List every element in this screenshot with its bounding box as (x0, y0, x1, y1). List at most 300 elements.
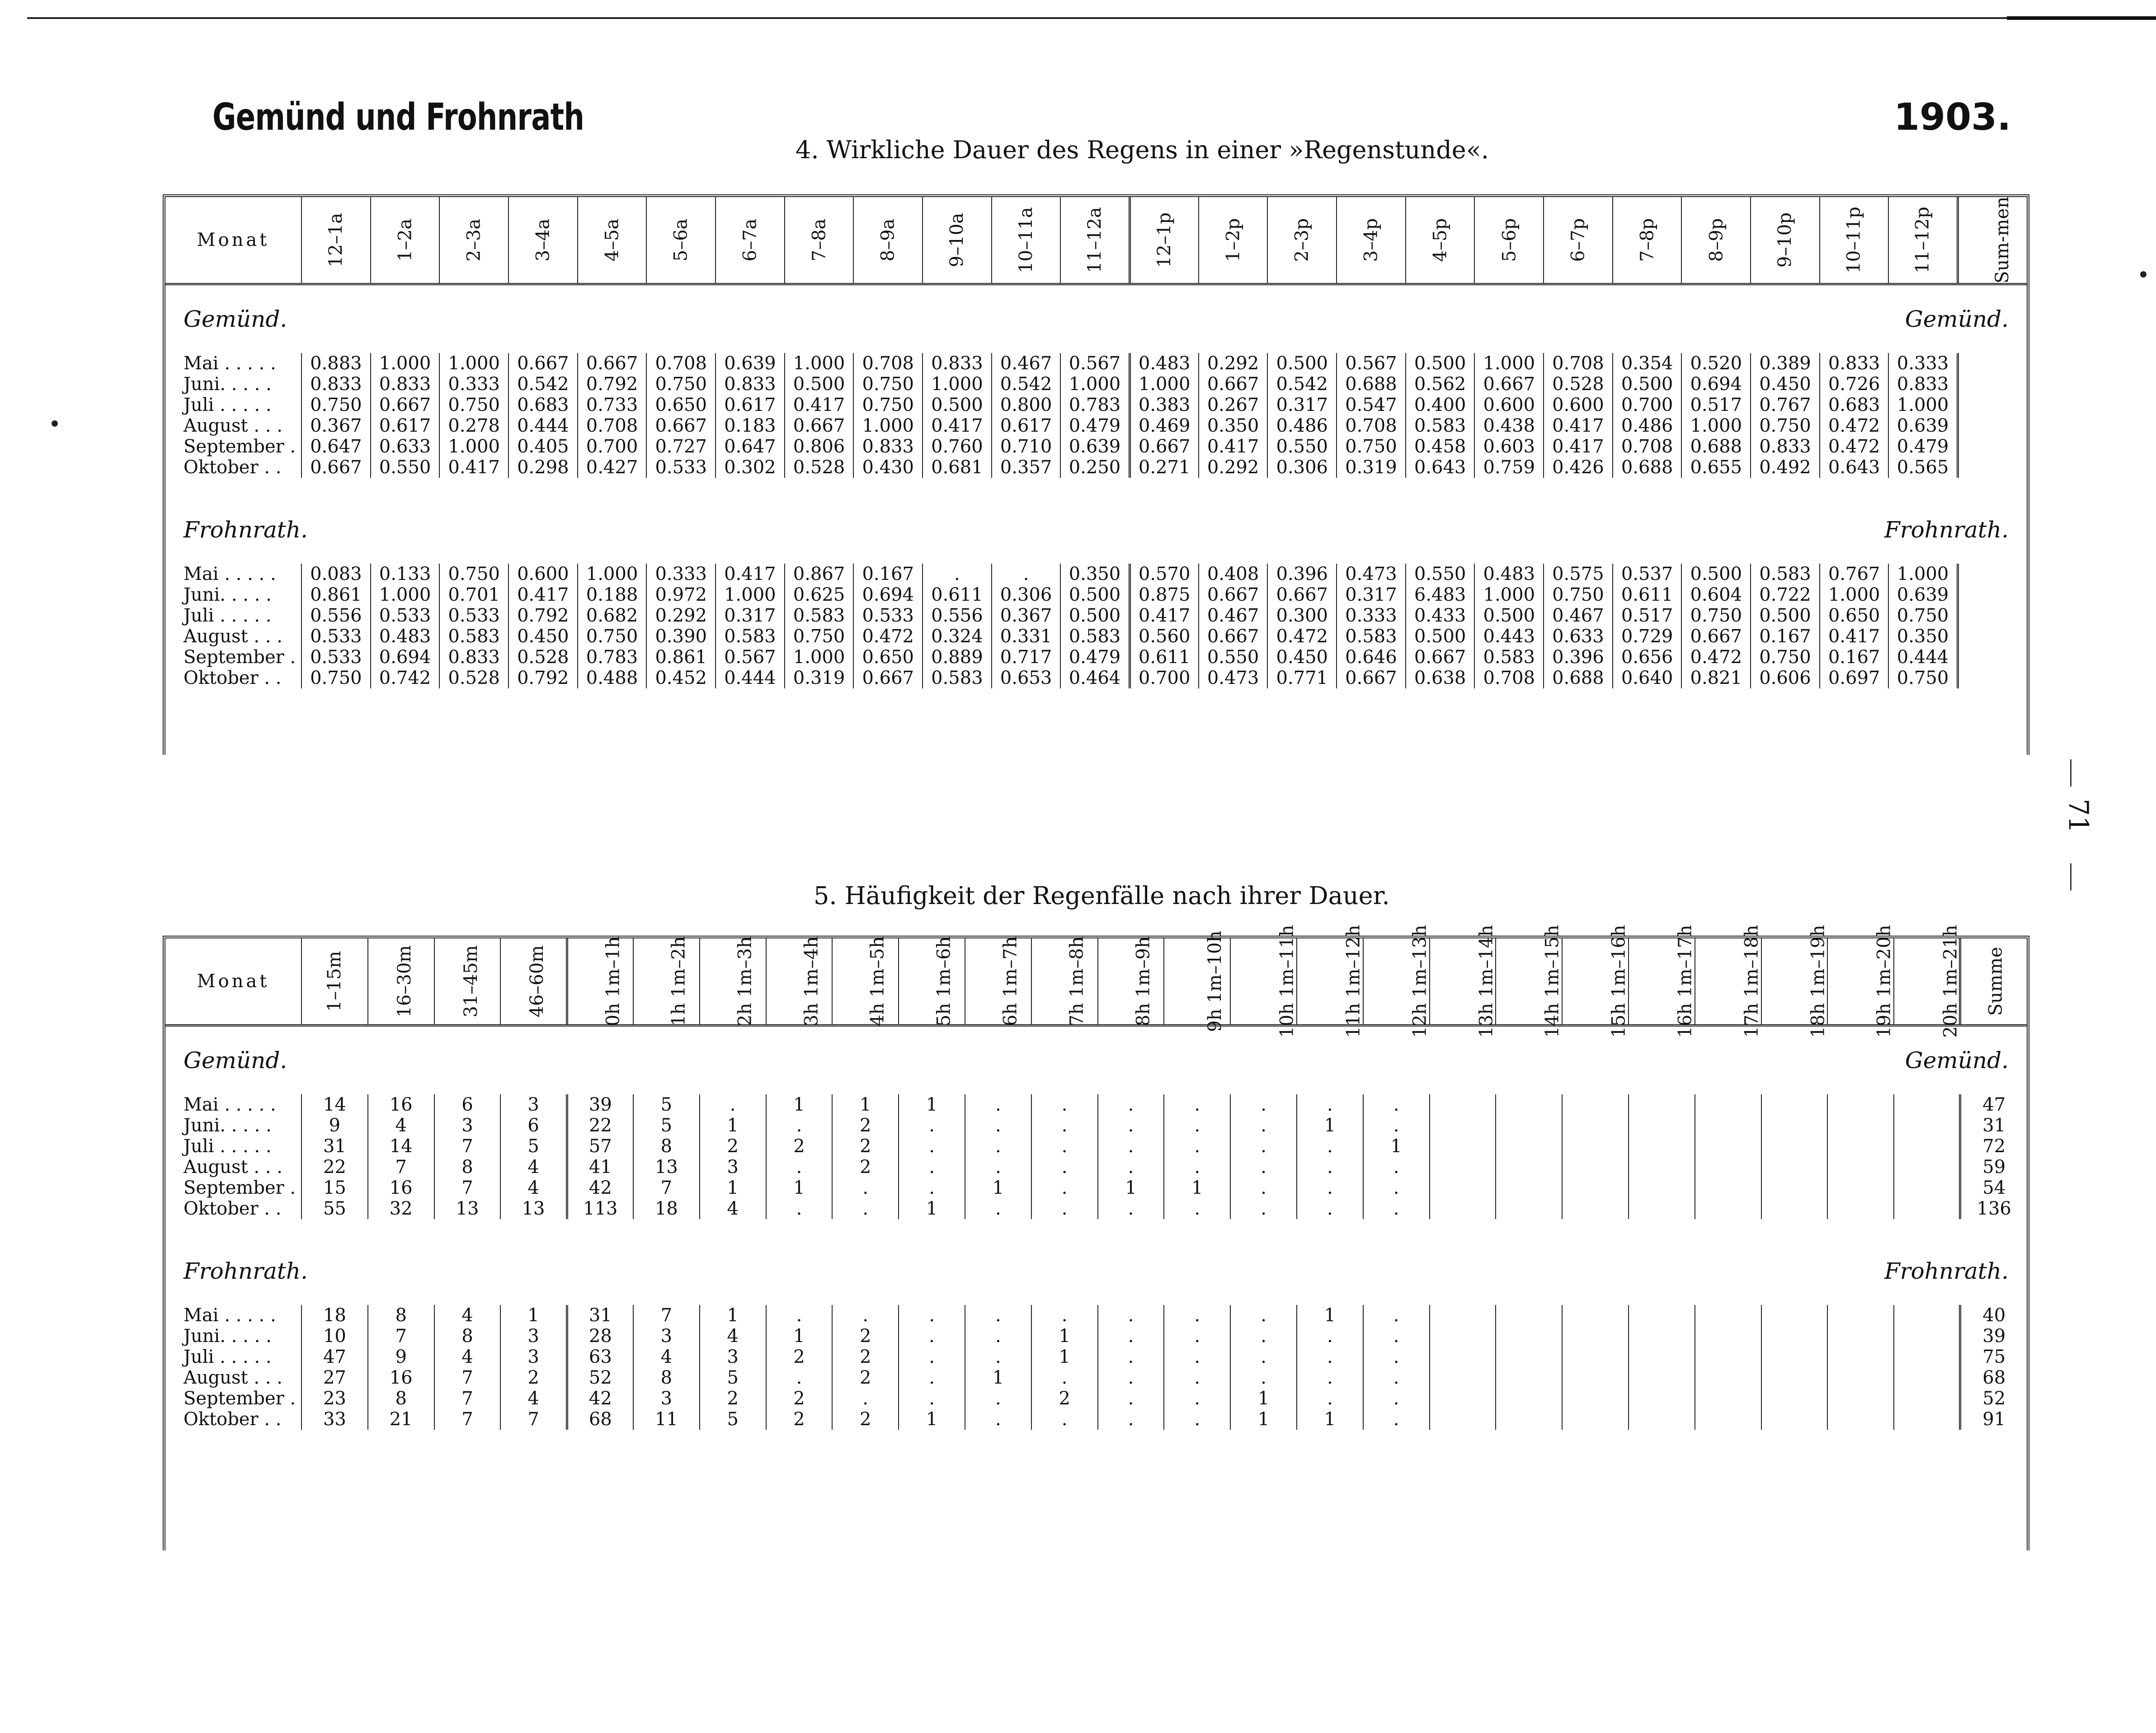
table-cell: 0.479 (1060, 647, 1130, 668)
table-cell: 0.426 (1544, 457, 1613, 478)
table-cell: 2 (1031, 1388, 1098, 1409)
table-cell: 0.550 (1406, 564, 1475, 584)
table-cell: 0.562 (1406, 374, 1475, 395)
table5 (165, 925, 2027, 1448)
table-cell (1695, 1305, 1761, 1326)
table-cell: 0.750 (646, 374, 716, 395)
table-cell: 0.472 (1267, 626, 1337, 647)
table-cell (1629, 1157, 1695, 1177)
table-cell: 57 (567, 1136, 633, 1157)
table-cell: 0.167 (1751, 626, 1820, 647)
table-cell: 13 (633, 1157, 700, 1177)
table-cell: 52 (1960, 1388, 2027, 1409)
table-cell: 3 (500, 1347, 567, 1367)
table-cell: 0.750 (1751, 415, 1820, 436)
table-cell (1562, 1388, 1629, 1409)
row-month: September . (184, 1177, 296, 1198)
table-cell: . (1031, 1367, 1098, 1388)
table-cell: 1 (1363, 1136, 1430, 1157)
table-cell: 0.438 (1474, 415, 1544, 436)
table-cell: . (1230, 1367, 1297, 1388)
table-cell: 0.617 (716, 395, 785, 415)
table-cell: 0.390 (646, 626, 716, 647)
table5-section-label-right: Gemünd. (1905, 1047, 2009, 1074)
table-cell: 0.500 (1474, 605, 1544, 626)
table-cell: 0.500 (785, 374, 854, 395)
table5-header-col (700, 938, 766, 1026)
table-cell: 0.875 (1130, 584, 1199, 605)
table-cell: 0.617 (371, 415, 440, 436)
table4-header-label: 11–12p (1912, 207, 1934, 273)
table-cell: 22 (301, 1157, 368, 1177)
table-cell: 0.292 (1199, 353, 1268, 374)
table-cell: 0.500 (1060, 584, 1130, 605)
table-cell: . (1031, 1115, 1098, 1136)
table-cell: 7 (434, 1409, 501, 1430)
table-cell: 0.298 (508, 457, 578, 478)
table-cell (1562, 1305, 1629, 1326)
table-cell: 5 (500, 1136, 567, 1157)
table-cell (1958, 584, 2027, 605)
table-cell: . (965, 1347, 1031, 1367)
table4-header-label: 2–3p (1291, 218, 1313, 262)
table-cell: 2 (766, 1347, 833, 1367)
table-cell: . (1363, 1157, 1430, 1177)
table-cell: 0.889 (923, 647, 992, 668)
table5-spacer-cell (165, 1219, 2027, 1237)
table5-header-col (1230, 925, 1298, 1038)
table-cell: 4 (434, 1305, 501, 1326)
table-cell: 0.565 (1888, 457, 1958, 478)
table-cell: 14 (368, 1136, 434, 1157)
table-cell: 0.792 (578, 374, 647, 395)
table-cell: . (1098, 1157, 1164, 1177)
table-cell (1827, 1094, 1894, 1115)
table-cell: 1 (700, 1177, 766, 1198)
table-cell: 0.250 (1060, 457, 1130, 478)
table-cell: . (832, 1388, 899, 1409)
table-cell (1430, 1094, 1496, 1115)
table5-header-label: 18h 1m–19h (1808, 925, 1829, 1038)
table-cell: 0.667 (853, 668, 923, 688)
table-row (165, 436, 2027, 457)
table-cell: 0.417 (1544, 415, 1613, 436)
table-cell: 0.750 (1751, 647, 1820, 668)
table-cell: . (1230, 1115, 1297, 1136)
table-cell: 1.000 (371, 584, 440, 605)
table5-header-col (633, 938, 700, 1026)
table-row (165, 1388, 2027, 1409)
table-cell: 3 (633, 1388, 700, 1409)
table-cell: 0.603 (1474, 436, 1544, 457)
table-cell: 0.443 (1474, 626, 1544, 647)
table-cell: 0.427 (578, 457, 647, 478)
table5-header-col (1894, 925, 1961, 1038)
table5-section-row (165, 1237, 2027, 1305)
table-cell (1827, 1409, 1894, 1430)
table-cell: . (1031, 1409, 1098, 1430)
row-month: Mai . . . . . (184, 1305, 276, 1326)
table-cell: 0.833 (439, 647, 508, 668)
table-cell: 16 (368, 1177, 434, 1198)
table-cell: 0.800 (992, 395, 1061, 415)
table4-header-col (853, 197, 923, 284)
table-cell: . (1098, 1136, 1164, 1157)
table4-header-col (923, 197, 992, 284)
table4-header-col (716, 197, 785, 284)
table-cell: 0.433 (1406, 605, 1475, 626)
table-cell: 0.488 (578, 668, 647, 688)
table-cell: 0.688 (1681, 436, 1751, 457)
table5-header-label: 5h 1m–6h (933, 936, 955, 1027)
table-cell: 0.972 (646, 584, 716, 605)
table-cell: . (899, 1305, 965, 1326)
table-cell: 10 (301, 1326, 368, 1347)
table5-header-col (1363, 925, 1431, 1038)
table-cell: 1.000 (1820, 584, 1889, 605)
table-cell: 0.517 (1681, 395, 1751, 415)
table5-header-month: Monat (165, 938, 301, 1026)
table-cell: 2 (700, 1388, 766, 1409)
table5-header-label: 3h 1m–4h (800, 936, 822, 1027)
table-cell: 33 (301, 1409, 368, 1430)
table4-title: 4. Wirkliche Dauer des Regens in einer »Regenstunde«. (796, 136, 1489, 164)
table5-header-col (899, 938, 965, 1026)
table-cell: . (1297, 1367, 1363, 1388)
table5-header-col (1496, 925, 1563, 1038)
table-cell: 0.611 (1613, 584, 1682, 605)
table-cell: 0.479 (1888, 436, 1958, 457)
table-cell (1894, 1198, 1960, 1219)
table-cell: 0.575 (1544, 564, 1613, 584)
table-cell: 1.000 (1888, 395, 1958, 415)
table-cell: 0.783 (578, 647, 647, 668)
table-cell: 0.647 (716, 436, 785, 457)
table-cell: 0.533 (301, 647, 371, 668)
table-cell: 7 (434, 1136, 501, 1157)
table-cell: . (1297, 1177, 1363, 1198)
table-cell: 0.556 (301, 605, 371, 626)
table-cell: 3 (633, 1326, 700, 1347)
table-cell: 1 (899, 1409, 965, 1430)
table-cell: 0.792 (508, 605, 578, 626)
table-cell: 0.688 (1613, 457, 1682, 478)
table-cell: 0.556 (923, 605, 992, 626)
table-cell: 0.472 (1820, 436, 1889, 457)
table-row (165, 1198, 2027, 1219)
table-cell: 0.467 (992, 353, 1061, 374)
table-cell (1958, 395, 2027, 415)
table-cell: . (1230, 1198, 1297, 1219)
row-month: Juli . . . . . (184, 1136, 272, 1157)
table-cell: 1 (1297, 1305, 1363, 1326)
table5-frame (163, 925, 2029, 1550)
table-cell: 0.517 (1613, 605, 1682, 626)
table-cell (1894, 1347, 1960, 1367)
table-cell: 8 (434, 1157, 501, 1177)
table5-header-col (1695, 925, 1762, 1038)
table-cell (1827, 1388, 1894, 1409)
table5-header-col (1164, 931, 1230, 1032)
table-cell (1430, 1115, 1496, 1136)
table-cell: 0.367 (992, 605, 1061, 626)
table-cell: 0.656 (1613, 647, 1682, 668)
table-cell: 0.317 (1267, 395, 1337, 415)
table5-header-label: 16–30m (394, 945, 415, 1017)
table-cell: 1 (965, 1367, 1031, 1388)
table-row (165, 1347, 2027, 1367)
table4-header-label: 6–7a (739, 218, 761, 262)
table-cell (1629, 1347, 1695, 1367)
table-cell (1827, 1198, 1894, 1219)
table5-header-col (1031, 938, 1098, 1026)
table-row (165, 647, 2027, 668)
table-cell: . (1031, 1157, 1098, 1177)
table4-header-label: 8–9p (1705, 218, 1727, 262)
table4-header-col (1613, 197, 1682, 284)
table-cell (1629, 1388, 1695, 1409)
table-cell: 1 (700, 1115, 766, 1136)
table-cell: 0.183 (716, 415, 785, 436)
table-cell (1496, 1326, 1562, 1347)
table-cell (1958, 605, 2027, 626)
table-row (165, 1326, 2027, 1347)
table-cell: 0.722 (1751, 584, 1820, 605)
table-cell: 63 (567, 1347, 633, 1367)
table-cell: 0.306 (1267, 457, 1337, 478)
table-cell: 0.867 (785, 564, 854, 584)
table-cell: 0.550 (371, 457, 440, 478)
table-cell: 0.750 (301, 395, 371, 415)
table-cell (1761, 1177, 1828, 1198)
table5-header-col (1761, 925, 1829, 1038)
table5-header-label: 15h 1m–16h (1608, 925, 1629, 1038)
table-cell (1761, 1157, 1828, 1177)
table5-header-label: 6h 1m–7h (1000, 936, 1021, 1027)
row-month: Mai . . . . . (184, 564, 276, 584)
table-cell: 0.500 (1060, 605, 1130, 626)
table-cell: 0.681 (923, 457, 992, 478)
table-cell (1496, 1409, 1562, 1430)
table-cell: 31 (567, 1305, 633, 1326)
table-cell: 0.750 (439, 395, 508, 415)
table-cell: 0.647 (301, 436, 371, 457)
table-row (165, 605, 2027, 626)
table-cell: 3 (700, 1347, 766, 1367)
table4-section-label-right: Frohnrath. (1884, 517, 2009, 543)
table-cell: 0.771 (1267, 668, 1337, 688)
table-cell: 0.861 (646, 647, 716, 668)
table-cell: 0.533 (439, 605, 508, 626)
table-cell: 0.331 (992, 626, 1061, 647)
table-cell: 4 (700, 1326, 766, 1347)
table-cell: 0.767 (1820, 564, 1889, 584)
table-cell: 1 (1297, 1409, 1363, 1430)
table-cell: . (1164, 1347, 1230, 1367)
table4-header-col (1544, 197, 1613, 284)
table-cell (1894, 1115, 1960, 1136)
table-cell: 1 (500, 1305, 567, 1326)
table-cell: 7 (368, 1326, 434, 1347)
table-cell: 0.650 (1820, 605, 1889, 626)
table-cell: 0.350 (1888, 626, 1958, 647)
table-cell: 0.708 (1474, 668, 1544, 688)
table-cell: 0.350 (1060, 564, 1130, 584)
table-cell: 0.533 (646, 457, 716, 478)
table5-header-col (832, 938, 899, 1026)
table4-header-month: Monat (165, 197, 301, 284)
table-cell: 2 (832, 1326, 899, 1347)
table-cell: 7 (368, 1157, 434, 1177)
table-cell: 0.760 (923, 436, 992, 457)
table-cell: 5 (700, 1409, 766, 1430)
table-row (165, 395, 2027, 415)
table-cell (1761, 1326, 1828, 1347)
table-cell: 0.617 (992, 415, 1061, 436)
table-cell: 3 (700, 1157, 766, 1177)
table-cell: 7 (633, 1305, 700, 1326)
table-cell: 1 (1230, 1388, 1297, 1409)
table-cell: 3 (500, 1326, 567, 1347)
table-cell: 0.643 (1820, 457, 1889, 478)
table-cell: . (1297, 1157, 1363, 1177)
table-cell: 2 (766, 1409, 833, 1430)
table-cell: . (1164, 1157, 1230, 1177)
table5-header-col (368, 938, 434, 1026)
table-cell: 18 (301, 1305, 368, 1326)
table-cell (1562, 1136, 1629, 1157)
table-cell: 0.458 (1406, 436, 1475, 457)
table-cell (1562, 1367, 1629, 1388)
table-cell: 0.643 (1406, 457, 1475, 478)
table-cell: 0.683 (508, 395, 578, 415)
table5-header-col (500, 938, 567, 1026)
table-cell: . (1363, 1388, 1430, 1409)
table-cell (1894, 1326, 1960, 1347)
table-cell: . (1297, 1198, 1363, 1219)
table-cell: . (1363, 1347, 1430, 1367)
table-cell: . (1164, 1198, 1230, 1219)
table-cell: 0.444 (1888, 647, 1958, 668)
table5-header-label: 8h 1m–9h (1132, 936, 1153, 1027)
table-cell: 42 (567, 1388, 633, 1409)
table-cell: 0.700 (578, 436, 647, 457)
table-cell (1894, 1367, 1960, 1388)
table-cell: 0.600 (1544, 395, 1613, 415)
row-month: Juli . . . . . (184, 395, 272, 415)
table5-header-label: 11h 1m–12h (1343, 925, 1364, 1038)
table-cell: 1 (1031, 1347, 1098, 1367)
table-cell: 0.492 (1751, 457, 1820, 478)
table-cell: 0.417 (785, 395, 854, 415)
table-cell: . (965, 1198, 1031, 1219)
table-cell: 0.528 (508, 647, 578, 668)
table-cell: 0.750 (1681, 605, 1751, 626)
row-month: Juni. . . . . (184, 374, 272, 395)
table-cell: 0.639 (1888, 415, 1958, 436)
table-cell: . (1098, 1198, 1164, 1219)
table-cell: . (1230, 1347, 1297, 1367)
table-cell: . (965, 1157, 1031, 1177)
table-cell: 0.708 (646, 353, 716, 374)
table-cell: 0.542 (992, 374, 1061, 395)
table-cell: . (1363, 1177, 1430, 1198)
table-cell: 1 (1098, 1177, 1164, 1198)
table-cell: 8 (434, 1326, 501, 1347)
table-cell: 55 (301, 1198, 368, 1219)
table-cell: 0.682 (578, 605, 647, 626)
table-cell: 0.430 (853, 457, 923, 478)
table-cell: 0.483 (1130, 353, 1199, 374)
table4-section-label: Gemünd. (184, 306, 287, 332)
table-cell: . (992, 564, 1061, 584)
table-cell (1562, 1094, 1629, 1115)
table5-header-col (1960, 938, 2027, 1026)
table-cell: 0.417 (439, 457, 508, 478)
table-cell: . (832, 1177, 899, 1198)
table-cell: 0.650 (646, 395, 716, 415)
top-rule (27, 17, 2156, 19)
table-cell: 0.267 (1199, 395, 1268, 415)
table-cell (1629, 1326, 1695, 1347)
table-cell: . (1230, 1094, 1297, 1115)
table-cell: 0.667 (578, 353, 647, 374)
table-cell: 39 (567, 1094, 633, 1115)
table-cell: 0.533 (853, 605, 923, 626)
table-cell: 0.667 (371, 395, 440, 415)
table-cell: . (899, 1157, 965, 1177)
table-cell (1761, 1305, 1828, 1326)
table-cell (1894, 1305, 1960, 1326)
table-cell: 1.000 (716, 584, 785, 605)
table-cell: 2 (832, 1136, 899, 1157)
table-cell: 0.550 (1267, 436, 1337, 457)
table-cell: 0.639 (716, 353, 785, 374)
table-cell: . (899, 1347, 965, 1367)
table-cell: 0.759 (1474, 457, 1544, 478)
table-cell: . (832, 1305, 899, 1326)
table-cell (1827, 1136, 1894, 1157)
table-cell: 0.500 (1406, 353, 1475, 374)
table-cell: 0.583 (1474, 647, 1544, 668)
table-cell: 0.639 (1060, 436, 1130, 457)
table-cell: 0.667 (1199, 626, 1268, 647)
table-cell: . (766, 1115, 833, 1136)
table-cell (1629, 1177, 1695, 1198)
table-cell: . (899, 1367, 965, 1388)
table4 (165, 197, 2027, 706)
table-cell (1958, 353, 2027, 374)
page-header-year: 1903. (1894, 96, 2011, 139)
table-cell: . (1031, 1198, 1098, 1219)
table-cell: . (965, 1326, 1031, 1347)
table-cell: 0.750 (1888, 605, 1958, 626)
table-cell: 0.357 (992, 457, 1061, 478)
table4-header-label: 9–10p (1775, 212, 1796, 268)
table4-header-label: 9–10a (946, 212, 968, 268)
table-cell: 0.667 (1267, 584, 1337, 605)
table-cell: 0.583 (1060, 626, 1130, 647)
row-month: August . . . (184, 1367, 282, 1388)
table-cell (1629, 1409, 1695, 1430)
table-cell: 0.417 (508, 584, 578, 605)
table-cell: 0.500 (1681, 564, 1751, 584)
table4-header-label: 11–12a (1084, 207, 1105, 273)
table4-section-label: Frohnrath. (184, 517, 308, 543)
table-cell: 0.083 (301, 564, 371, 584)
table4-header-label: 5–6a (670, 218, 692, 262)
table-cell: 0.667 (508, 353, 578, 374)
